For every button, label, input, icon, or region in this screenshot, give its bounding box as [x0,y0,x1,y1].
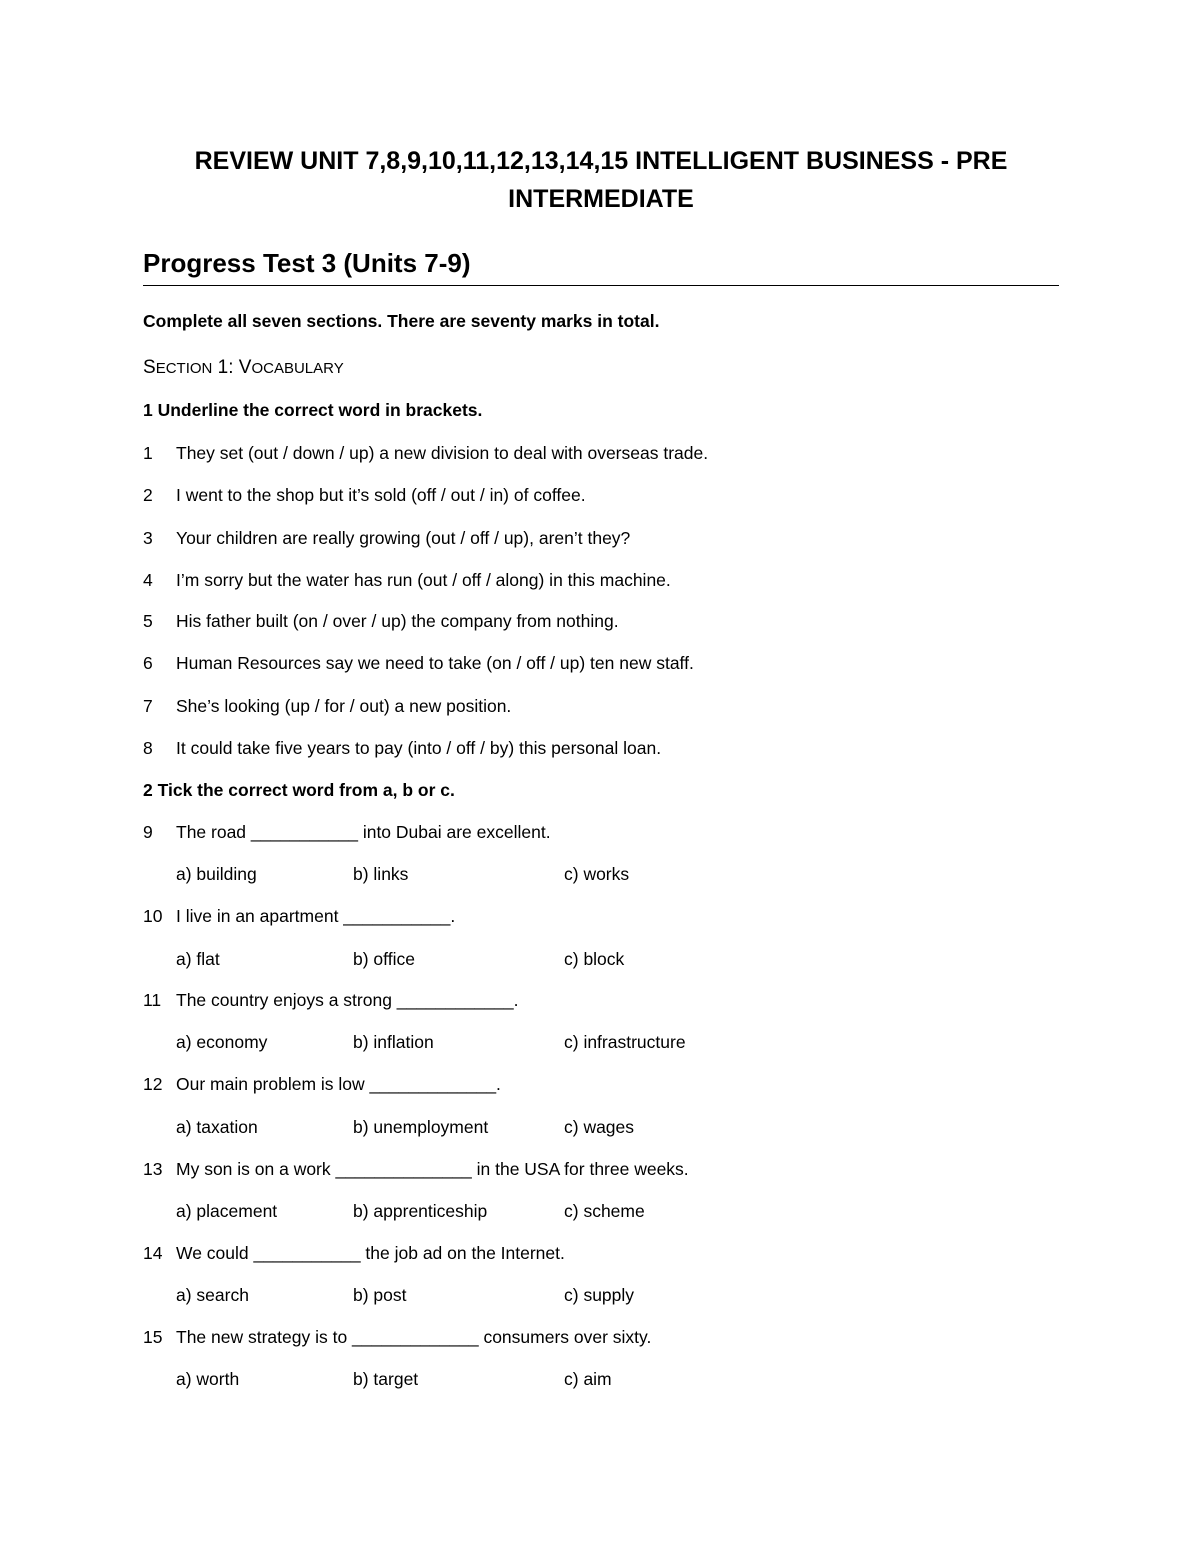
option-c: c) aim [564,1369,612,1389]
option-a: a) economy [176,1032,268,1052]
question-text: Your children are really growing (out / off / up), aren’t they? [176,528,631,548]
option-c: c) block [564,949,625,969]
options-row [143,1029,1059,1055]
question-row [143,987,1059,1013]
options-row [143,1114,1059,1140]
options-row [143,1282,1059,1308]
question-text: We could ___________ the job ad on the Internet. [176,1243,565,1263]
question-number: 2 [143,485,153,505]
question-number: 3 [143,528,153,548]
option-b: b) apprenticeship [353,1201,488,1221]
question-text: His father built (on / over / up) the company from nothing. [176,611,619,631]
test-title: Progress Test 3 (Units 7-9) [143,244,1059,286]
question-row [143,567,1059,593]
section-heading-number: 1: [217,357,234,378]
question-text: I went to the shop but it’s sold (off / out / in) of coffee. [176,485,586,505]
question-row [143,693,1059,719]
question-row [143,608,1059,634]
section-heading-word-1: ECTION [155,360,213,377]
options-row [143,946,1059,972]
question-row [143,650,1059,676]
question-number: 15 [143,1327,163,1347]
question-number: 1 [143,443,153,463]
option-a: a) placement [176,1201,278,1221]
question-row [143,819,1059,845]
option-a: a) worth [176,1369,240,1389]
question-text: She’s looking (up / for / out) a new position. [176,696,512,716]
question-row [143,903,1059,929]
question-text: It could take five years to pay (into / off / by) this personal loan. [176,738,662,758]
option-a: a) flat [176,949,220,969]
question-text: Our main problem is low _____________. [176,1074,501,1094]
option-b: b) unemployment [353,1117,489,1137]
option-c: c) infrastructure [564,1032,686,1052]
option-b: b) post [353,1285,407,1305]
question-number: 7 [143,696,153,716]
question-row [143,1156,1059,1182]
document-title: REVIEW UNIT 7,8,9,10,11,12,13,14,15 INTELLIGENT BUSINESS - PRE INTERMEDIATE [194,147,1008,213]
question-text: They set (out / down / up) a new division to deal with overseas trade. [176,443,709,463]
question-row [143,735,1059,761]
question-number: 6 [143,653,153,673]
option-a: a) building [176,864,257,884]
section-heading-initial-1: S [143,357,156,378]
option-a: a) search [176,1285,249,1305]
section-heading-initial-2: V [238,357,252,378]
question-number: 11 [143,990,162,1010]
instructions: Complete all seven sections. There are seventy marks in total. [143,311,660,331]
section-heading-word-2: OCABULARY [251,360,344,377]
options-row [143,1198,1059,1224]
option-c: c) scheme [564,1201,645,1221]
section-heading [143,354,344,383]
question-row [143,525,1059,551]
question-text: Human Resources say we need to take (on / off / up) ten new staff. [176,653,694,673]
option-c: c) works [564,864,630,884]
question-number: 4 [143,570,153,590]
document-page [143,0,1059,1553]
options-row [143,1366,1059,1392]
question-text: The road ___________ into Dubai are excellent. [176,822,551,842]
option-c: c) supply [564,1285,635,1305]
question-text: I live in an apartment ___________. [176,906,456,926]
question-number: 14 [143,1243,163,1263]
option-c: c) wages [564,1117,635,1137]
options-row [143,861,1059,887]
question-row [143,440,1059,466]
question-text: I’m sorry but the water has run (out / off / along) in this machine. [176,570,671,590]
question-row [143,1240,1059,1266]
question-text: The country enjoys a strong ____________. [176,990,519,1010]
question-number: 5 [143,611,153,631]
option-a: a) taxation [176,1117,258,1137]
question-row [143,1071,1059,1097]
option-b: b) links [353,864,409,884]
question-number: 13 [143,1159,163,1179]
question-number: 8 [143,738,153,758]
option-b: b) inflation [353,1032,434,1052]
part-1-heading: 1 Underline the correct word in brackets. [143,400,483,420]
option-b: b) target [353,1369,419,1389]
question-row [143,1324,1059,1350]
question-number: 10 [143,906,163,926]
question-row [143,482,1059,508]
part-2-heading: 2 Tick the correct word from a, b or c. [143,780,455,800]
question-text: My son is on a work ______________ in the USA for three weeks. [176,1159,689,1179]
question-number: 12 [143,1074,163,1094]
question-number: 9 [143,822,153,842]
option-b: b) office [353,949,415,969]
question-text: The new strategy is to _____________ consumers over sixty. [176,1327,652,1347]
